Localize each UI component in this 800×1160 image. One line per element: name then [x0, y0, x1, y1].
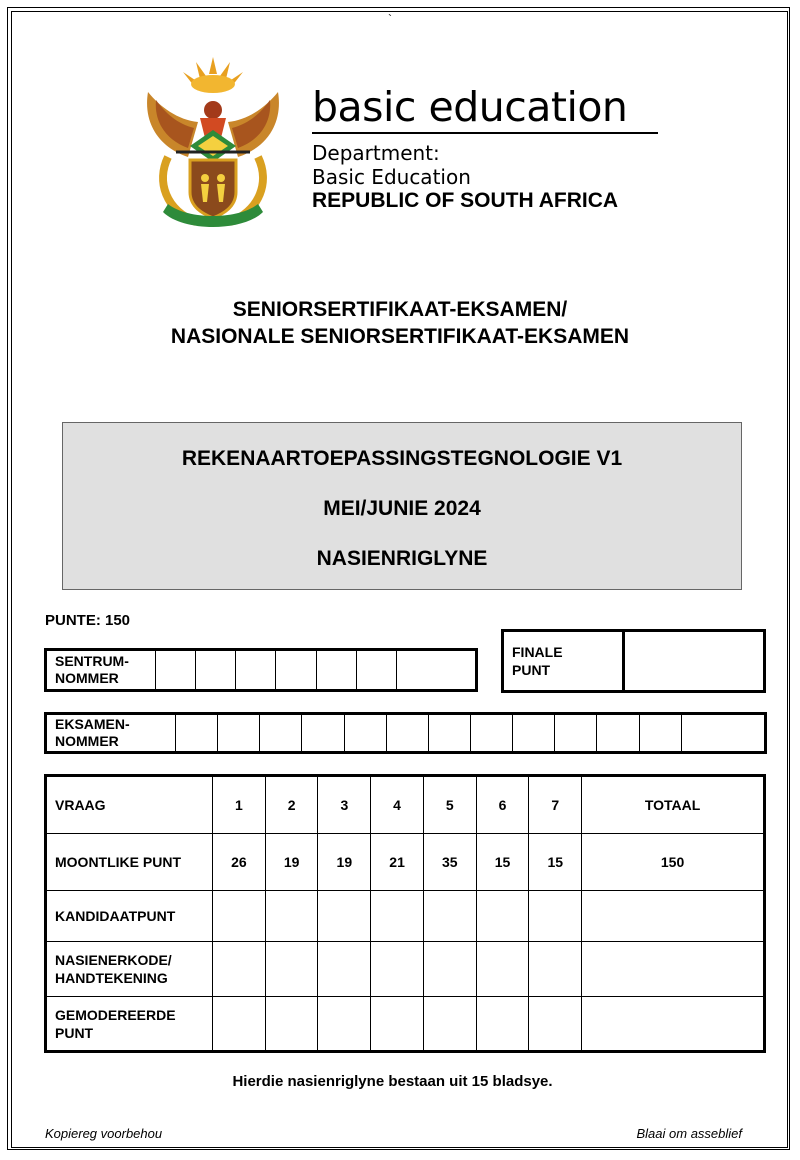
exam-title	[0, 296, 800, 350]
marker-code-cell[interactable]	[213, 942, 266, 997]
final-mark-cell[interactable]	[624, 631, 765, 692]
stray-mark: `	[388, 12, 392, 26]
possible-mark: 26	[213, 834, 266, 891]
candidate-mark-cell[interactable]	[476, 891, 529, 942]
candidate-mark-cell[interactable]	[371, 891, 424, 942]
country-name: REPUBLIC OF SOUTH AFRICA	[312, 189, 619, 212]
question-row-label: VRAAG	[46, 776, 213, 834]
moderated-mark-cell[interactable]	[213, 997, 266, 1052]
question-number: 6	[476, 776, 529, 834]
exam-number-cell[interactable]	[597, 714, 639, 753]
copyright-notice: Kopiereg voorbehou	[45, 1126, 163, 1141]
marker-code-cell[interactable]	[529, 942, 582, 997]
centre-number-label: SENTRUM- NOMMER	[46, 650, 156, 691]
page-count-note: Hierdie nasienriglyne bestaan uit 15 bladsye.	[232, 1073, 553, 1090]
marker-code-cell[interactable]	[265, 942, 318, 997]
candidate-mark-cell[interactable]	[318, 891, 371, 942]
exam-number-cell[interactable]	[218, 714, 260, 753]
possible-mark: 19	[265, 834, 318, 891]
question-number: 3	[318, 776, 371, 834]
brand-block	[312, 82, 662, 213]
total-marks-label: PUNTE: 150	[45, 612, 131, 629]
candidate-mark-cell[interactable]	[265, 891, 318, 942]
brand-title: basic education	[312, 83, 628, 131]
document-type: NASIENRIGLYNE	[316, 547, 488, 570]
exam-number-cell[interactable]	[428, 714, 470, 753]
centre-number-cell[interactable]	[276, 650, 316, 691]
table-row	[46, 776, 765, 834]
exam-number-cell[interactable]	[176, 714, 218, 753]
candidate-mark-cell[interactable]	[529, 891, 582, 942]
possible-mark: 19	[318, 834, 371, 891]
brand-divider	[312, 132, 658, 134]
possible-mark: 15	[529, 834, 582, 891]
marker-code-cell[interactable]	[582, 942, 765, 997]
moderated-mark-label: GEMODEREERDE PUNT	[46, 997, 213, 1052]
exam-number-cell[interactable]	[639, 714, 681, 753]
exam-title-line1: SENIORSERTIFIKAAT-EKSAMEN/	[232, 298, 568, 321]
exam-session: MEI/JUNIE 2024	[323, 497, 481, 520]
centre-number-cell[interactable]	[236, 650, 276, 691]
centre-number-cell[interactable]	[356, 650, 396, 691]
possible-mark: 21	[371, 834, 424, 891]
moderated-mark-cell[interactable]	[423, 997, 476, 1052]
moderated-mark-cell[interactable]	[582, 997, 765, 1052]
question-number: 5	[423, 776, 476, 834]
exam-number-cell[interactable]	[513, 714, 555, 753]
marker-code-cell[interactable]	[371, 942, 424, 997]
exam-number-cell[interactable]	[344, 714, 386, 753]
question-number: 1	[213, 776, 266, 834]
dept-name: Basic Education	[312, 165, 471, 189]
moderated-mark-cell[interactable]	[265, 997, 318, 1052]
moderated-mark-cell[interactable]	[529, 997, 582, 1052]
centre-number-cell[interactable]	[196, 650, 236, 691]
total-header: TOTAAL	[582, 776, 765, 834]
exam-number-cell[interactable]	[470, 714, 512, 753]
exam-number-cell[interactable]	[302, 714, 344, 753]
moderated-mark-cell[interactable]	[371, 997, 424, 1052]
centre-number-cell[interactable]	[156, 650, 196, 691]
exam-number-label: EKSAMEN- NOMMER	[46, 714, 176, 753]
possible-mark: 15	[476, 834, 529, 891]
question-number: 4	[371, 776, 424, 834]
candidate-mark-cell[interactable]	[423, 891, 476, 942]
marker-code-cell[interactable]	[476, 942, 529, 997]
exam-number-table	[44, 712, 767, 754]
marks-table	[44, 774, 766, 1053]
coat-of-arms-icon	[138, 52, 288, 232]
possible-marks-label: MOONTLIKE PUNT	[46, 834, 213, 891]
question-number: 2	[265, 776, 318, 834]
exam-number-cell[interactable]	[260, 714, 302, 753]
marker-code-cell[interactable]	[423, 942, 476, 997]
marker-code-label: NASIENERKODE/ HANDTEKENING	[46, 942, 213, 997]
marker-code-cell[interactable]	[318, 942, 371, 997]
candidate-mark-cell[interactable]	[213, 891, 266, 942]
moderated-mark-cell[interactable]	[318, 997, 371, 1052]
candidate-mark-cell[interactable]	[582, 891, 765, 942]
exam-number-cell[interactable]	[681, 714, 765, 753]
centre-number-table	[44, 648, 478, 692]
dept-label: Department:	[312, 141, 440, 165]
subject-box	[62, 422, 742, 590]
candidate-mark-label: KANDIDAATPUNT	[46, 891, 213, 942]
centre-number-cell[interactable]	[396, 650, 476, 691]
table-row	[46, 891, 765, 942]
exam-title-line2: NASIONALE SENIORSERTIFIKAAT-EKSAMEN	[170, 325, 630, 348]
final-mark-label: FINALE PUNT	[503, 631, 624, 692]
exam-number-cell[interactable]	[555, 714, 597, 753]
centre-number-cell[interactable]	[316, 650, 356, 691]
possible-mark: 35	[423, 834, 476, 891]
question-number: 7	[529, 776, 582, 834]
possible-total: 150	[582, 834, 765, 891]
subject-name: REKENAARTOEPASSINGSTEGNOLOGIE V1	[181, 447, 623, 470]
table-row	[46, 942, 765, 997]
moderated-mark-cell[interactable]	[476, 997, 529, 1052]
table-row	[46, 834, 765, 891]
final-mark-table	[501, 629, 766, 693]
table-row	[46, 997, 765, 1052]
turn-over-note: Blaai om asseblief	[636, 1126, 742, 1141]
exam-number-cell[interactable]	[386, 714, 428, 753]
